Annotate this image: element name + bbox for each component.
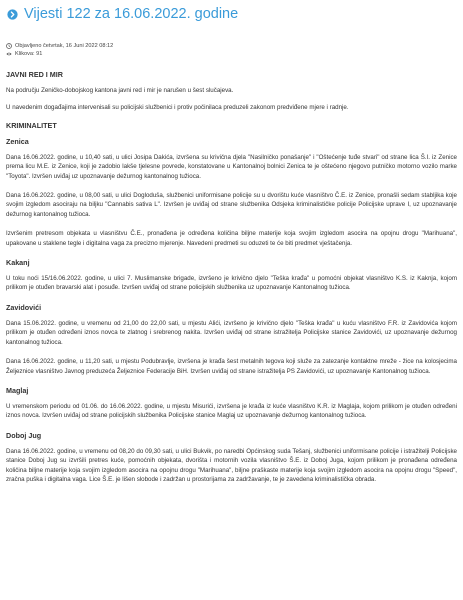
title-row xyxy=(6,3,457,25)
article-meta xyxy=(6,42,457,58)
published-line xyxy=(6,42,457,50)
paragraph: Dana 16.06.2022. godine, u 11,20 sati, u mjestu Podubravlje, izvršena je krađa šest metalnih tegova koji služe za zatezanje kontaktne mreže - žice na kolosjecima Željeznice vlasništvo Javnog preduzeća Željeznice Federacije BiH. Izvršen uviđaj od strane istražitelja PS Zavidovići, uz upoznavanje Kantonalnog tužioca. xyxy=(6,358,457,375)
page-title[interactable]: Vijesti 122 za 16.06.2022. godine xyxy=(24,6,239,22)
hits-count: Klikova: 91 xyxy=(15,51,43,57)
location-heading-kakanj: Kakanj xyxy=(6,258,30,268)
chevron-right-circle-icon xyxy=(7,9,18,20)
location-heading-doboj-jug: Doboj Jug xyxy=(6,430,42,440)
paragraph: Na području Zeničko-dobojskog kantona javni red i mir je narušen u šest slučajeva. xyxy=(6,87,234,94)
paragraph: U toku noći 15/16.06.2022. godine, u ulici 7. Muslimanske brigade, izvršeno je krivično djelo "Teška krađa" u pomoćni objekat vlasništvo K.S. iz Kaknja, kojom prilikom je otuđen bravarski alat i posuđe. Izvršen uviđaj od strane policijskih službenika uz upoznavanje Kantonalnog tužioca. xyxy=(6,275,457,292)
paragraph: Dana 15.06.2022. godine, u vremenu od 21,00 do 22,00 sati, u mjestu Alići, izvršeno je krivično djelo "Teška krađa" u kuću vlasništvo F.R. iz Zavidovića kojom prilikom je otuđen određeni iznos novca te zlatnog i srebrenog nakita. Izvršen uviđaj od strane istražitelja Policijske stanice Zavidovići, uz upoznavanje dežurnog kantonalnog tužioca. xyxy=(6,319,457,346)
paragraph: Dana 16.06.2022. godine, u vremenu od 08,20 do 09,30 sati, u ulici Bukvik, po naredbi Općinskog suda Tešanj, službenici uniformisane policije i istražitelji Policijske stanice Doboj Jug su izvršili pretres kuće, pomoćnih objekata, dvorišta i motornih vozila vlasništvo Š.E. iz Doboj Juga, kojom prilikom je pronađena određena količina biljne materije koja svojim izgledom asocira na opojnu drogu "Marihuana", biljne praškaste materije koja svojim izgledom asocira na opojnu drogu "Speed", zračna puška i digitalna vaga. Lice Š.E. je lišen slobode i zadržan u prostorijama za zadržavanje, te je zavedena kriminalistička obrada. xyxy=(6,447,457,483)
location-heading-maglaj: Maglaj xyxy=(6,385,29,395)
eye-icon xyxy=(6,51,12,57)
paragraph: Dana 16.06.2022. godine, u 10,40 sati, u ulici Josipa Dakića, izvršena su krivična djela "Nasilničko ponašanje" i "Oštećenje tuđe stvari" od strane lica Š.I. iz Zenice prema licu M.E. iz Zenice, koji je zadobio lakše tjelesne povrede, konstatovane u Kantonalnoj bolnici Zenica te je oštećeno njegovo putničko motorno vozilo marke "Toyota". Izvršen uviđaj uz upoznavanje dežurnog kantonalnog tužioca. xyxy=(6,153,457,180)
location-heading-zenica: Zenica xyxy=(6,136,29,146)
clock-icon xyxy=(6,43,12,49)
paragraph: Dana 16.06.2022. godine, u 08,00 sati, u ulici Dogloduša, službenici uniformisane policije su u dvorištu kuće vlasništvo Č.E. iz Zenice, pronašli sedam stabljika koje svojim izgledom asociraju na biljku "Cannabis sativa L". Izvršen je uviđaj od strane službenika Odsjeka kriminalističke policije Policijske uprave I, uz upoznavanje dežurnog kantonalnog tužioca. xyxy=(6,192,457,218)
paragraph: Izvršenim pretresom objekata u vlasništvu Č.E., pronađena je određena količina biljne materije koja svojim izgledom asocira na opojnu drogu "Marihuana", upakovane u staklene tegle i digitalna vaga za precizno mjerenje. Navedeni predmeti su oduzeti te će biti predmet vještačenja. xyxy=(6,230,457,247)
location-heading-zavidovici: Zavidovići xyxy=(6,302,42,312)
published-date: Objavljeno četvrtak, 16 Juni 2022 08:12 xyxy=(15,43,114,49)
paragraph: U navedenim događajima intervenisali su policijski službenici i protiv počinilaca preduzeli zakonom predviđene mjere i radnje. xyxy=(6,104,349,112)
section-heading-public-order: JAVNI RED I MIR xyxy=(6,70,63,79)
article-body xyxy=(6,64,457,484)
section-heading-crime: KRIMINALITET xyxy=(6,120,57,130)
hits-line xyxy=(6,50,457,58)
paragraph: U vremenskom periodu od 01.06. do 16.06.2022. godine, u mjestu Misurići, izvršena je krađa iz kuće vlasništvo K.R. iz Maglaja, kojom prilikom je otuđen određeni iznos novca. Izvršen uviđaj od strane policijskih službenika Policijske stanice Maglaj uz upoznavanje dežurnog kantonalnog tužioca. xyxy=(6,402,457,420)
